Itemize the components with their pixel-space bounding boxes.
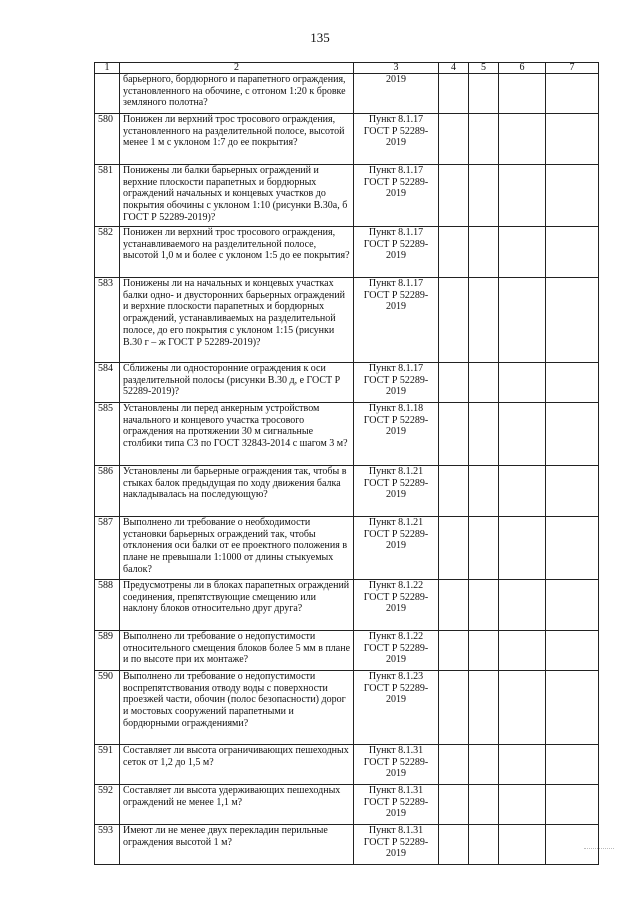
row-number: 590 xyxy=(95,671,120,745)
header-cell-6: 6 xyxy=(499,63,546,74)
question-text: Выполнено ли требование о необходимости установки барьерных ограждений так, чтобы отклонения оси балки от ее проектного положения в плане не превышали 1:1000 от длины стыкуемых балок? xyxy=(120,517,354,580)
blank-cell-col-6 xyxy=(499,785,546,825)
question-text: Имеют ли не менее двух перекладин перильные ограждения высотой 1 м? xyxy=(120,825,354,865)
blank-cell-col-4 xyxy=(439,580,469,631)
table-body xyxy=(95,74,599,865)
blank-cell-col-7 xyxy=(546,671,599,745)
reference-cell: Пункт 8.1.31 ГОСТ Р 52289-2019 xyxy=(354,785,439,825)
row-number: 586 xyxy=(95,466,120,517)
reference-cell: Пункт 8.1.17 ГОСТ Р 52289-2019 xyxy=(354,363,439,403)
blank-cell-col-7 xyxy=(546,785,599,825)
blank-cell-col-5 xyxy=(469,74,499,114)
table-row xyxy=(95,517,599,580)
reference-cell: Пункт 8.1.31 ГОСТ Р 52289-2019 xyxy=(354,825,439,865)
blank-cell-col-6 xyxy=(499,278,546,363)
blank-cell-col-7 xyxy=(546,227,599,278)
blank-cell-col-5 xyxy=(469,403,499,466)
table-row xyxy=(95,278,599,363)
blank-cell-col-4 xyxy=(439,631,469,671)
blank-cell-col-7 xyxy=(546,165,599,227)
blank-cell-col-7 xyxy=(546,517,599,580)
reference-cell: Пункт 8.1.31 ГОСТ Р 52289-2019 xyxy=(354,745,439,785)
blank-cell-col-7 xyxy=(546,363,599,403)
checklist-table xyxy=(94,62,599,865)
blank-cell-col-4 xyxy=(439,825,469,865)
blank-cell-col-6 xyxy=(499,114,546,165)
header-cell-3: 3 xyxy=(354,63,439,74)
table-row xyxy=(95,671,599,745)
header-cell-7: 7 xyxy=(546,63,599,74)
question-text: Понижен ли верхний трос тросового ограждения, установленного на разделительной полосе, высотой менее 1 м с уклоном 1:7 до ее покрытия? xyxy=(120,114,354,165)
blank-cell-col-7 xyxy=(546,403,599,466)
blank-cell-col-5 xyxy=(469,825,499,865)
blank-cell-col-5 xyxy=(469,466,499,517)
row-number: 581 xyxy=(95,165,120,227)
blank-cell-col-4 xyxy=(439,745,469,785)
blank-cell-col-5 xyxy=(469,227,499,278)
blank-cell-col-6 xyxy=(499,825,546,865)
table-row xyxy=(95,466,599,517)
blank-cell-col-5 xyxy=(469,631,499,671)
blank-cell-col-6 xyxy=(499,74,546,114)
blank-cell-col-6 xyxy=(499,671,546,745)
blank-cell-col-7 xyxy=(546,114,599,165)
reference-cell: Пункт 8.1.17 ГОСТ Р 52289-2019 xyxy=(354,227,439,278)
blank-cell-col-7 xyxy=(546,745,599,785)
blank-cell-col-4 xyxy=(439,785,469,825)
row-number: 593 xyxy=(95,825,120,865)
blank-cell-col-4 xyxy=(439,363,469,403)
blank-cell-col-6 xyxy=(499,227,546,278)
blank-cell-col-6 xyxy=(499,580,546,631)
row-number: 588 xyxy=(95,580,120,631)
reference-cell: Пункт 8.1.21 ГОСТ Р 52289-2019 xyxy=(354,466,439,517)
blank-cell-col-5 xyxy=(469,517,499,580)
reference-cell: Пункт 8.1.21 ГОСТ Р 52289-2019 xyxy=(354,517,439,580)
reference-cell: Пункт 8.1.23 ГОСТ Р 52289-2019 xyxy=(354,671,439,745)
question-text: Предусмотрены ли в блоках парапетных ограждений соединения, препятствующие смещению или наклону блоков относительно друг друга? xyxy=(120,580,354,631)
blank-cell-col-4 xyxy=(439,278,469,363)
blank-cell-col-6 xyxy=(499,363,546,403)
table-row xyxy=(95,114,599,165)
question-text: Выполнено ли требование о недопустимости воспрепятствования отводу воды с поверхности проезжей части, обочин (полос безопасности) дорог и мостовых сооружений парапетными и бордюрными ограждениями? xyxy=(120,671,354,745)
question-text: Понижены ли балки барьерных ограждений и верхние плоскости парапетных и бордюрных ограждений начальных и концевых участков до покрытия обочины с уклоном 1:10 (рисунки В.30а, б ГОСТ Р 52289-2019)? xyxy=(120,165,354,227)
blank-cell-col-7 xyxy=(546,580,599,631)
table-row xyxy=(95,403,599,466)
row-number: 592 xyxy=(95,785,120,825)
table-row xyxy=(95,580,599,631)
header-cell-4: 4 xyxy=(439,63,469,74)
blank-cell-col-7 xyxy=(546,278,599,363)
reference-cell: Пункт 8.1.17 ГОСТ Р 52289-2019 xyxy=(354,114,439,165)
blank-cell-col-5 xyxy=(469,114,499,165)
question-text: Составляет ли высота ограничивающих пешеходных сеток от 1,2 до 1,5 м? xyxy=(120,745,354,785)
table-row xyxy=(95,785,599,825)
blank-cell-col-5 xyxy=(469,671,499,745)
table-row xyxy=(95,227,599,278)
reference-cell: Пункт 8.1.17 ГОСТ Р 52289-2019 xyxy=(354,278,439,363)
table-row xyxy=(95,74,599,114)
blank-cell-col-4 xyxy=(439,671,469,745)
row-number: 589 xyxy=(95,631,120,671)
blank-cell-col-4 xyxy=(439,74,469,114)
table-row xyxy=(95,825,599,865)
row-number: 580 xyxy=(95,114,120,165)
header-row xyxy=(95,63,599,74)
table-row xyxy=(95,165,599,227)
question-text: Понижен ли верхний трос тросового ограждения, устанавливаемого на разделительной полосе, высотой 1,0 м и более с уклоном 1:5 до ее покрытия? xyxy=(120,227,354,278)
blank-cell-col-6 xyxy=(499,631,546,671)
blank-cell-col-6 xyxy=(499,517,546,580)
row-number: 582 xyxy=(95,227,120,278)
corner-mark xyxy=(584,842,614,849)
blank-cell-col-4 xyxy=(439,466,469,517)
header-cell-2: 2 xyxy=(120,63,354,74)
blank-cell-col-6 xyxy=(499,403,546,466)
blank-cell-col-7 xyxy=(546,74,599,114)
question-text: барьерного, бордюрного и парапетного ограждения, установленного на обочине, с отгоном 1:20 к бровке земляного полотна? xyxy=(120,74,354,114)
blank-cell-col-4 xyxy=(439,517,469,580)
blank-cell-col-4 xyxy=(439,227,469,278)
row-number: 585 xyxy=(95,403,120,466)
row-number xyxy=(95,74,120,114)
blank-cell-col-6 xyxy=(499,466,546,517)
reference-cell: 2019 xyxy=(354,74,439,114)
blank-cell-col-7 xyxy=(546,466,599,517)
page-number: 135 xyxy=(310,30,330,45)
blank-cell-col-4 xyxy=(439,403,469,466)
table-row xyxy=(95,363,599,403)
row-number: 583 xyxy=(95,278,120,363)
header-cell-5: 5 xyxy=(469,63,499,74)
row-number: 591 xyxy=(95,745,120,785)
reference-cell: Пункт 8.1.17 ГОСТ Р 52289-2019 xyxy=(354,165,439,227)
blank-cell-col-5 xyxy=(469,278,499,363)
blank-cell-col-4 xyxy=(439,165,469,227)
blank-cell-col-5 xyxy=(469,165,499,227)
reference-cell: Пункт 8.1.18 ГОСТ Р 52289-2019 xyxy=(354,403,439,466)
question-text: Сближены ли односторонние ограждения к оси разделительной полосы (рисунки В.30 д, е ГОСТ Р 52289-2019)? xyxy=(120,363,354,403)
question-text: Составляет ли высота удерживающих пешеходных ограждений не менее 1,1 м? xyxy=(120,785,354,825)
reference-cell: Пункт 8.1.22 ГОСТ Р 52289-2019 xyxy=(354,580,439,631)
blank-cell-col-4 xyxy=(439,114,469,165)
blank-cell-col-5 xyxy=(469,745,499,785)
blank-cell-col-7 xyxy=(546,631,599,671)
table-row xyxy=(95,631,599,671)
table-row xyxy=(95,745,599,785)
reference-cell: Пункт 8.1.22 ГОСТ Р 52289-2019 xyxy=(354,631,439,671)
blank-cell-col-5 xyxy=(469,785,499,825)
question-text: Понижены ли на начальных и концевых участках балки одно- и двусторонних барьерных ограждений и верхние плоскости парапетных и бордюрных ограждений, устанавливаемых на разделительной полосе, до его покрытия с уклоном 1:15 (рисунки В.30 г – ж ГОСТ Р 52289-2019)? xyxy=(120,278,354,363)
question-text: Выполнено ли требование о недопустимости относительного смещения блоков более 5 мм в плане и по высоте при их монтаже? xyxy=(120,631,354,671)
blank-cell-col-5 xyxy=(469,363,499,403)
question-text: Установлены ли барьерные ограждения так, чтобы в стыках балок предыдущая по ходу движения балка накладывалась на последующую? xyxy=(120,466,354,517)
header-cell-1: 1 xyxy=(95,63,120,74)
question-text: Установлены ли перед анкерным устройством начального и концевого участка тросового ограждения на протяжении 30 м сигнальные столбики типа С3 по ГОСТ 32843-2014 с шагом 3 м? xyxy=(120,403,354,466)
row-number: 587 xyxy=(95,517,120,580)
blank-cell-col-6 xyxy=(499,745,546,785)
row-number: 584 xyxy=(95,363,120,403)
blank-cell-col-5 xyxy=(469,580,499,631)
blank-cell-col-6 xyxy=(499,165,546,227)
